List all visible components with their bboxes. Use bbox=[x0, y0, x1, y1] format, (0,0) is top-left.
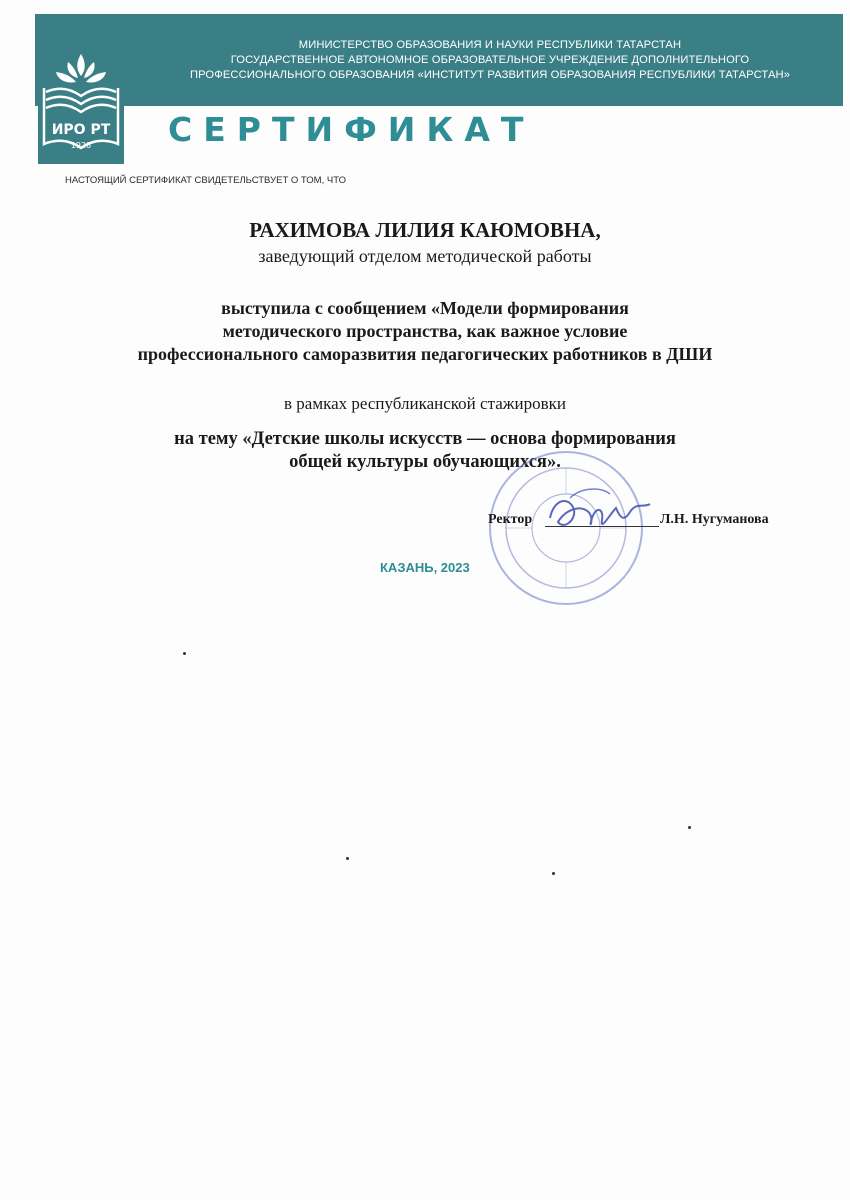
header-line-2: ГОСУДАРСТВЕННОЕ АВТОНОМНОЕ ОБРАЗОВАТЕЛЬНОЕ УЧРЕЖДЕНИЕ ДОПОЛНИТЕЛЬНОГО bbox=[230, 54, 750, 66]
speech-line-1: выступила с сообщением «Модели формирования bbox=[221, 298, 629, 318]
certifies-text: НАСТОЯЩИЙ СЕРТИФИКАТ СВИДЕТЕЛЬСТВУЕТ О ТОМ, ЧТО bbox=[65, 175, 346, 186]
recipient-position: заведующий отделом методической работы bbox=[258, 246, 592, 266]
paper-speck bbox=[346, 857, 349, 860]
city-year: КАЗАНЬ, 2023 bbox=[380, 560, 470, 575]
speech-line-3: профессионального саморазвития педагогических работников в ДШИ bbox=[137, 344, 713, 364]
rector-name: Л.Н. Нугуманова bbox=[660, 512, 769, 527]
certificate-title: СЕРТИФИКАТ bbox=[168, 110, 535, 149]
header-line-1: МИНИСТЕРСТВО ОБРАЗОВАНИЯ И НАУКИ РЕСПУБЛИКИ ТАТАРСТАН bbox=[298, 39, 682, 51]
speech-text bbox=[0, 297, 850, 366]
logo-year: 1928 bbox=[70, 141, 92, 150]
logo-text: ИРО РТ bbox=[51, 122, 111, 138]
rector-label: Ректор bbox=[488, 512, 533, 527]
theme-line-1: на тему «Детские школы искусств — основа формирования bbox=[174, 429, 676, 449]
event-frame: в рамках республиканской стажировки bbox=[284, 394, 566, 413]
header-line-3: ПРОФЕССИОНАЛЬНОГО ОБРАЗОВАНИЯ «ИНСТИТУТ РАЗВИТИЯ ОБРАЗОВАНИЯ РЕСПУБЛИКИ ТАТАРСТАН» bbox=[189, 69, 791, 81]
paper-speck bbox=[688, 826, 691, 829]
paper-speck bbox=[183, 652, 186, 655]
recipient-name: РАХИМОВА ЛИЛИЯ КАЮМОВНА, bbox=[249, 218, 601, 242]
rector-signature-icon bbox=[540, 478, 660, 548]
speech-line-2: методического пространства, как важное условие bbox=[222, 321, 628, 341]
header-organization bbox=[140, 38, 840, 83]
iro-rt-logo-icon bbox=[38, 44, 124, 164]
paper-speck bbox=[552, 872, 555, 875]
signature-line bbox=[545, 526, 659, 527]
event-theme bbox=[0, 428, 850, 474]
theme-line-2: общей культуры обучающихся». bbox=[289, 452, 561, 472]
